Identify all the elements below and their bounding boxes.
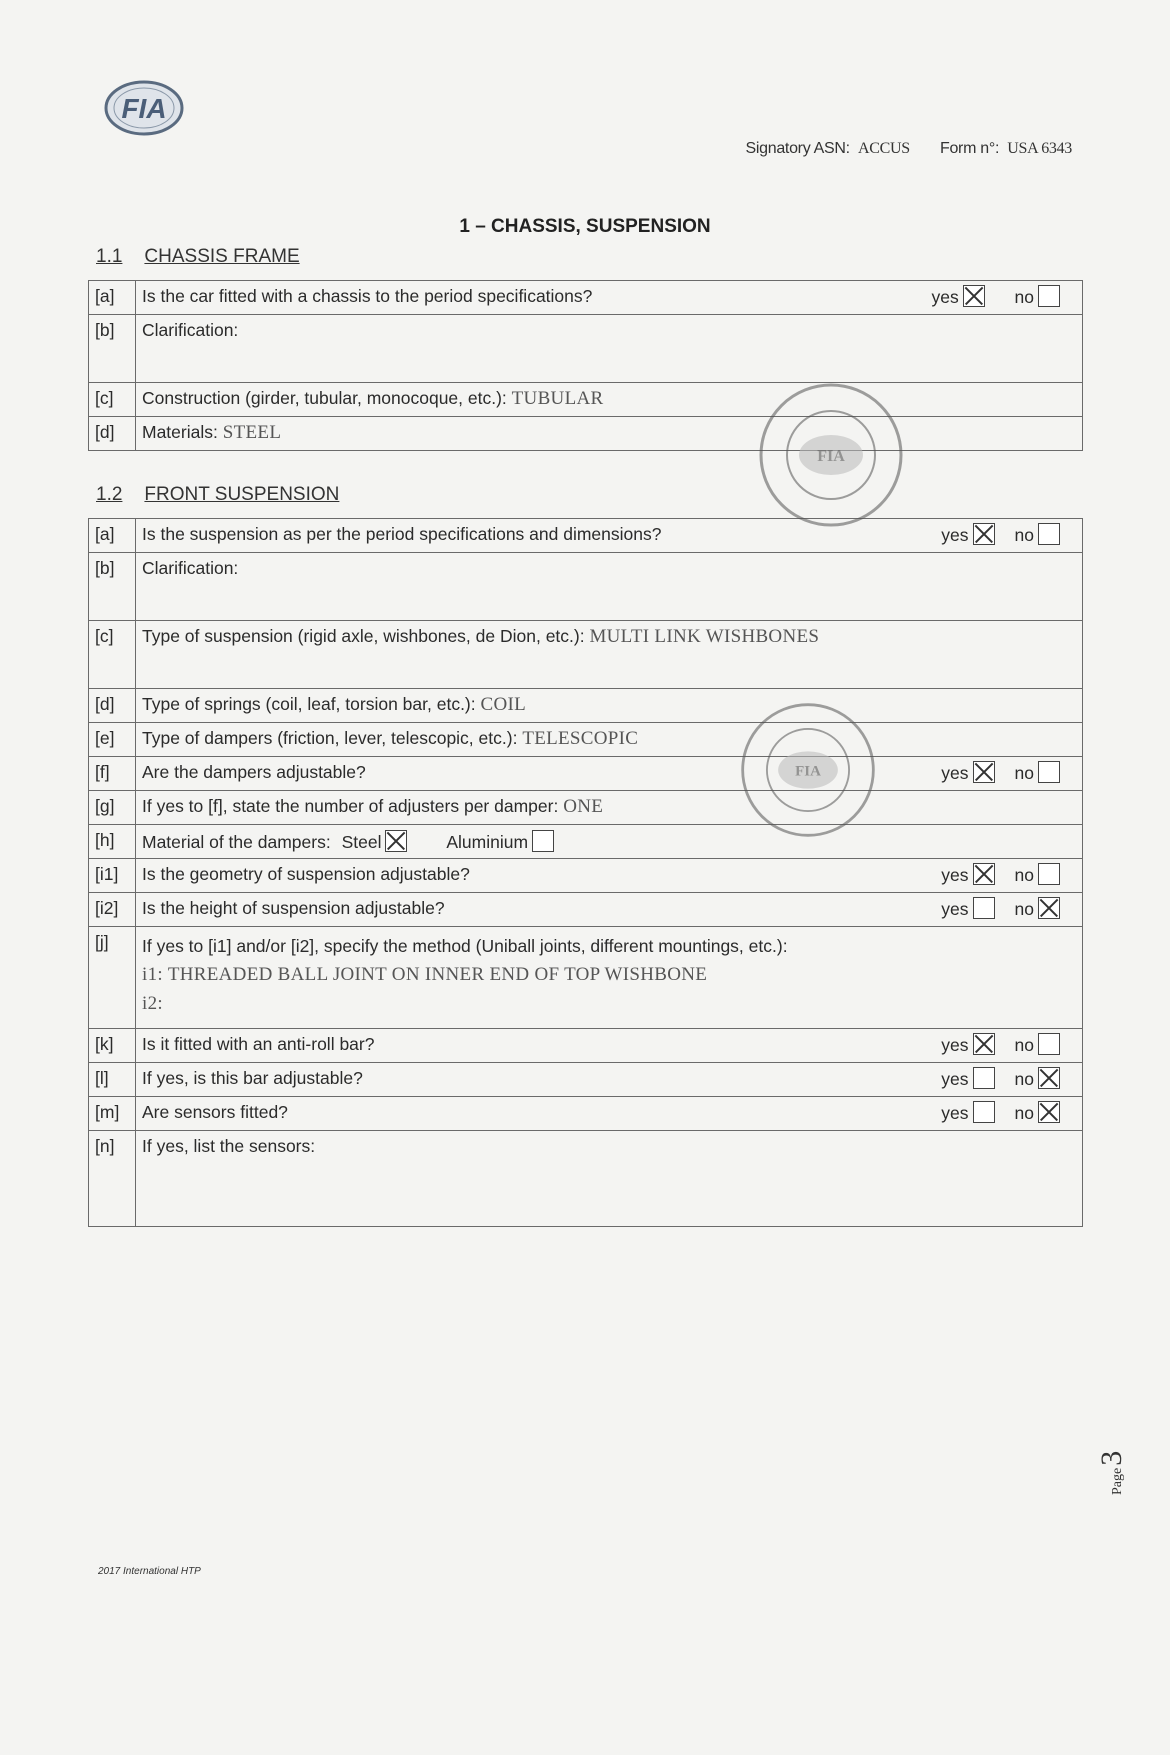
table-row: [b] Clarification: <box>89 315 1083 383</box>
clarification-field[interactable]: Clarification: <box>142 558 239 578</box>
answer-text: COIL <box>480 694 527 715</box>
table-row: [d] Type of springs (coil, leaf, torsion bar, etc.): COIL <box>89 689 1083 723</box>
signatory-value: ACCUS <box>857 140 910 157</box>
yes-checkbox[interactable] <box>973 523 995 545</box>
table-row: [f] Are the dampers adjustable? yes no <box>89 757 1083 791</box>
section-title-chassis-frame: 1.1 CHASSIS FRAME <box>96 246 300 267</box>
no-checkbox[interactable] <box>1038 523 1060 545</box>
page-title: 1 – CHASSIS, SUSPENSION <box>459 216 711 237</box>
table-row: [i2] Is the height of suspension adjustable? yes no <box>89 893 1083 927</box>
table-row: [e] Type of dampers (friction, lever, telescopic, etc.): TELESCOPIC <box>89 723 1083 757</box>
yes-checkbox[interactable] <box>973 1101 995 1123</box>
yes-no-choice: yes no <box>941 761 1060 784</box>
footer-text: 2017 International HTP <box>98 1566 201 1577</box>
no-checkbox[interactable] <box>1038 1033 1060 1055</box>
form-label: Form n°: <box>939 140 1000 157</box>
yes-checkbox[interactable] <box>963 285 985 307</box>
table-row: [c] Construction (girder, tubular, monocoque, etc.): TUBULAR <box>89 383 1083 417</box>
svg-text:FIA: FIA <box>795 763 821 780</box>
yes-no-choice: yes no <box>941 1067 1060 1090</box>
page-number: Page3 <box>1095 1450 1128 1495</box>
yes-checkbox[interactable] <box>973 1033 995 1055</box>
answer-text: MULTI LINK WISHBONES <box>589 626 820 647</box>
question-text: Is the car fitted with a chassis to the period specifications? <box>142 286 593 306</box>
official-stamp-1 <box>756 380 906 530</box>
svg-text:FIA: FIA <box>817 448 845 465</box>
no-checkbox[interactable] <box>1038 1101 1060 1123</box>
clarification-field[interactable]: Clarification: <box>142 320 239 340</box>
front-suspension-table <box>88 518 1083 1227</box>
header-info <box>720 140 1073 158</box>
answer-text: TUBULAR <box>511 388 604 409</box>
yes-checkbox[interactable] <box>973 1067 995 1089</box>
aluminium-checkbox[interactable] <box>532 830 554 852</box>
table-row: [l] If yes, is this bar adjustable? yes no <box>89 1063 1083 1097</box>
answer-text: STEEL <box>222 422 282 443</box>
table-row: [n] If yes, list the sensors: <box>89 1131 1083 1227</box>
answer-text: THREADED BALL JOINT ON INNER END OF TOP WISHBONE <box>167 964 708 985</box>
table-row: [c] Type of suspension (rigid axle, wishbones, de Dion, etc.): MULTI LINK WISHBONES <box>89 621 1083 689</box>
sensors-field[interactable]: If yes, list the sensors: <box>142 1136 316 1156</box>
yes-no-choice: yes no <box>932 285 1060 308</box>
section-title-front-suspension: 1.2 FRONT SUSPENSION <box>96 484 340 505</box>
table-row <box>89 281 1083 315</box>
form-value: USA 6343 <box>1007 140 1072 157</box>
answer-text: TELESCOPIC <box>522 728 639 749</box>
signatory-label: Signatory ASN: <box>745 140 850 157</box>
yes-checkbox[interactable] <box>973 863 995 885</box>
table-row: [i1] Is the geometry of suspension adjustable? yes no <box>89 859 1083 893</box>
yes-checkbox[interactable] <box>973 761 995 783</box>
no-checkbox[interactable] <box>1038 285 1060 307</box>
answer-text: ONE <box>563 796 604 817</box>
official-stamp-2 <box>738 700 878 840</box>
yes-no-choice: yes no <box>941 897 1060 920</box>
fia-logo <box>104 80 184 136</box>
table-row: [a] Is the suspension as per the period specifications and dimensions? yes no <box>89 519 1083 553</box>
yes-no-choice: yes no <box>941 1033 1060 1056</box>
yes-no-choice: yes no <box>941 863 1060 886</box>
yes-no-choice: yes no <box>941 1101 1060 1124</box>
yes-no-choice: yes no <box>941 523 1060 546</box>
no-checkbox[interactable] <box>1038 1067 1060 1089</box>
steel-checkbox[interactable] <box>385 830 407 852</box>
table-row: [j] If yes to [i1] and/or [i2], specify the method (Uniball joints, different mountings, etc.): i1: THREADED BALL JOINT ON INNER END OF TOP WISHBONE i2: <box>89 927 1083 1029</box>
svg-text:FIA: FIA <box>121 93 167 124</box>
no-checkbox[interactable] <box>1038 761 1060 783</box>
table-row: [g] If yes to [f], state the number of adjusters per damper: ONE <box>89 791 1083 825</box>
table-row: [h] Material of the dampers: Steel Aluminium <box>89 825 1083 859</box>
row-label: [a] <box>89 281 136 315</box>
table-row: [m] Are sensors fitted? yes no <box>89 1097 1083 1131</box>
table-row: [k] Is it fitted with an anti-roll bar? yes no <box>89 1029 1083 1063</box>
table-row: [d] Materials: STEEL <box>89 417 1083 451</box>
chassis-frame-table <box>88 280 1083 451</box>
no-checkbox[interactable] <box>1038 897 1060 919</box>
yes-checkbox[interactable] <box>973 897 995 919</box>
table-row: [b] Clarification: <box>89 553 1083 621</box>
no-checkbox[interactable] <box>1038 863 1060 885</box>
